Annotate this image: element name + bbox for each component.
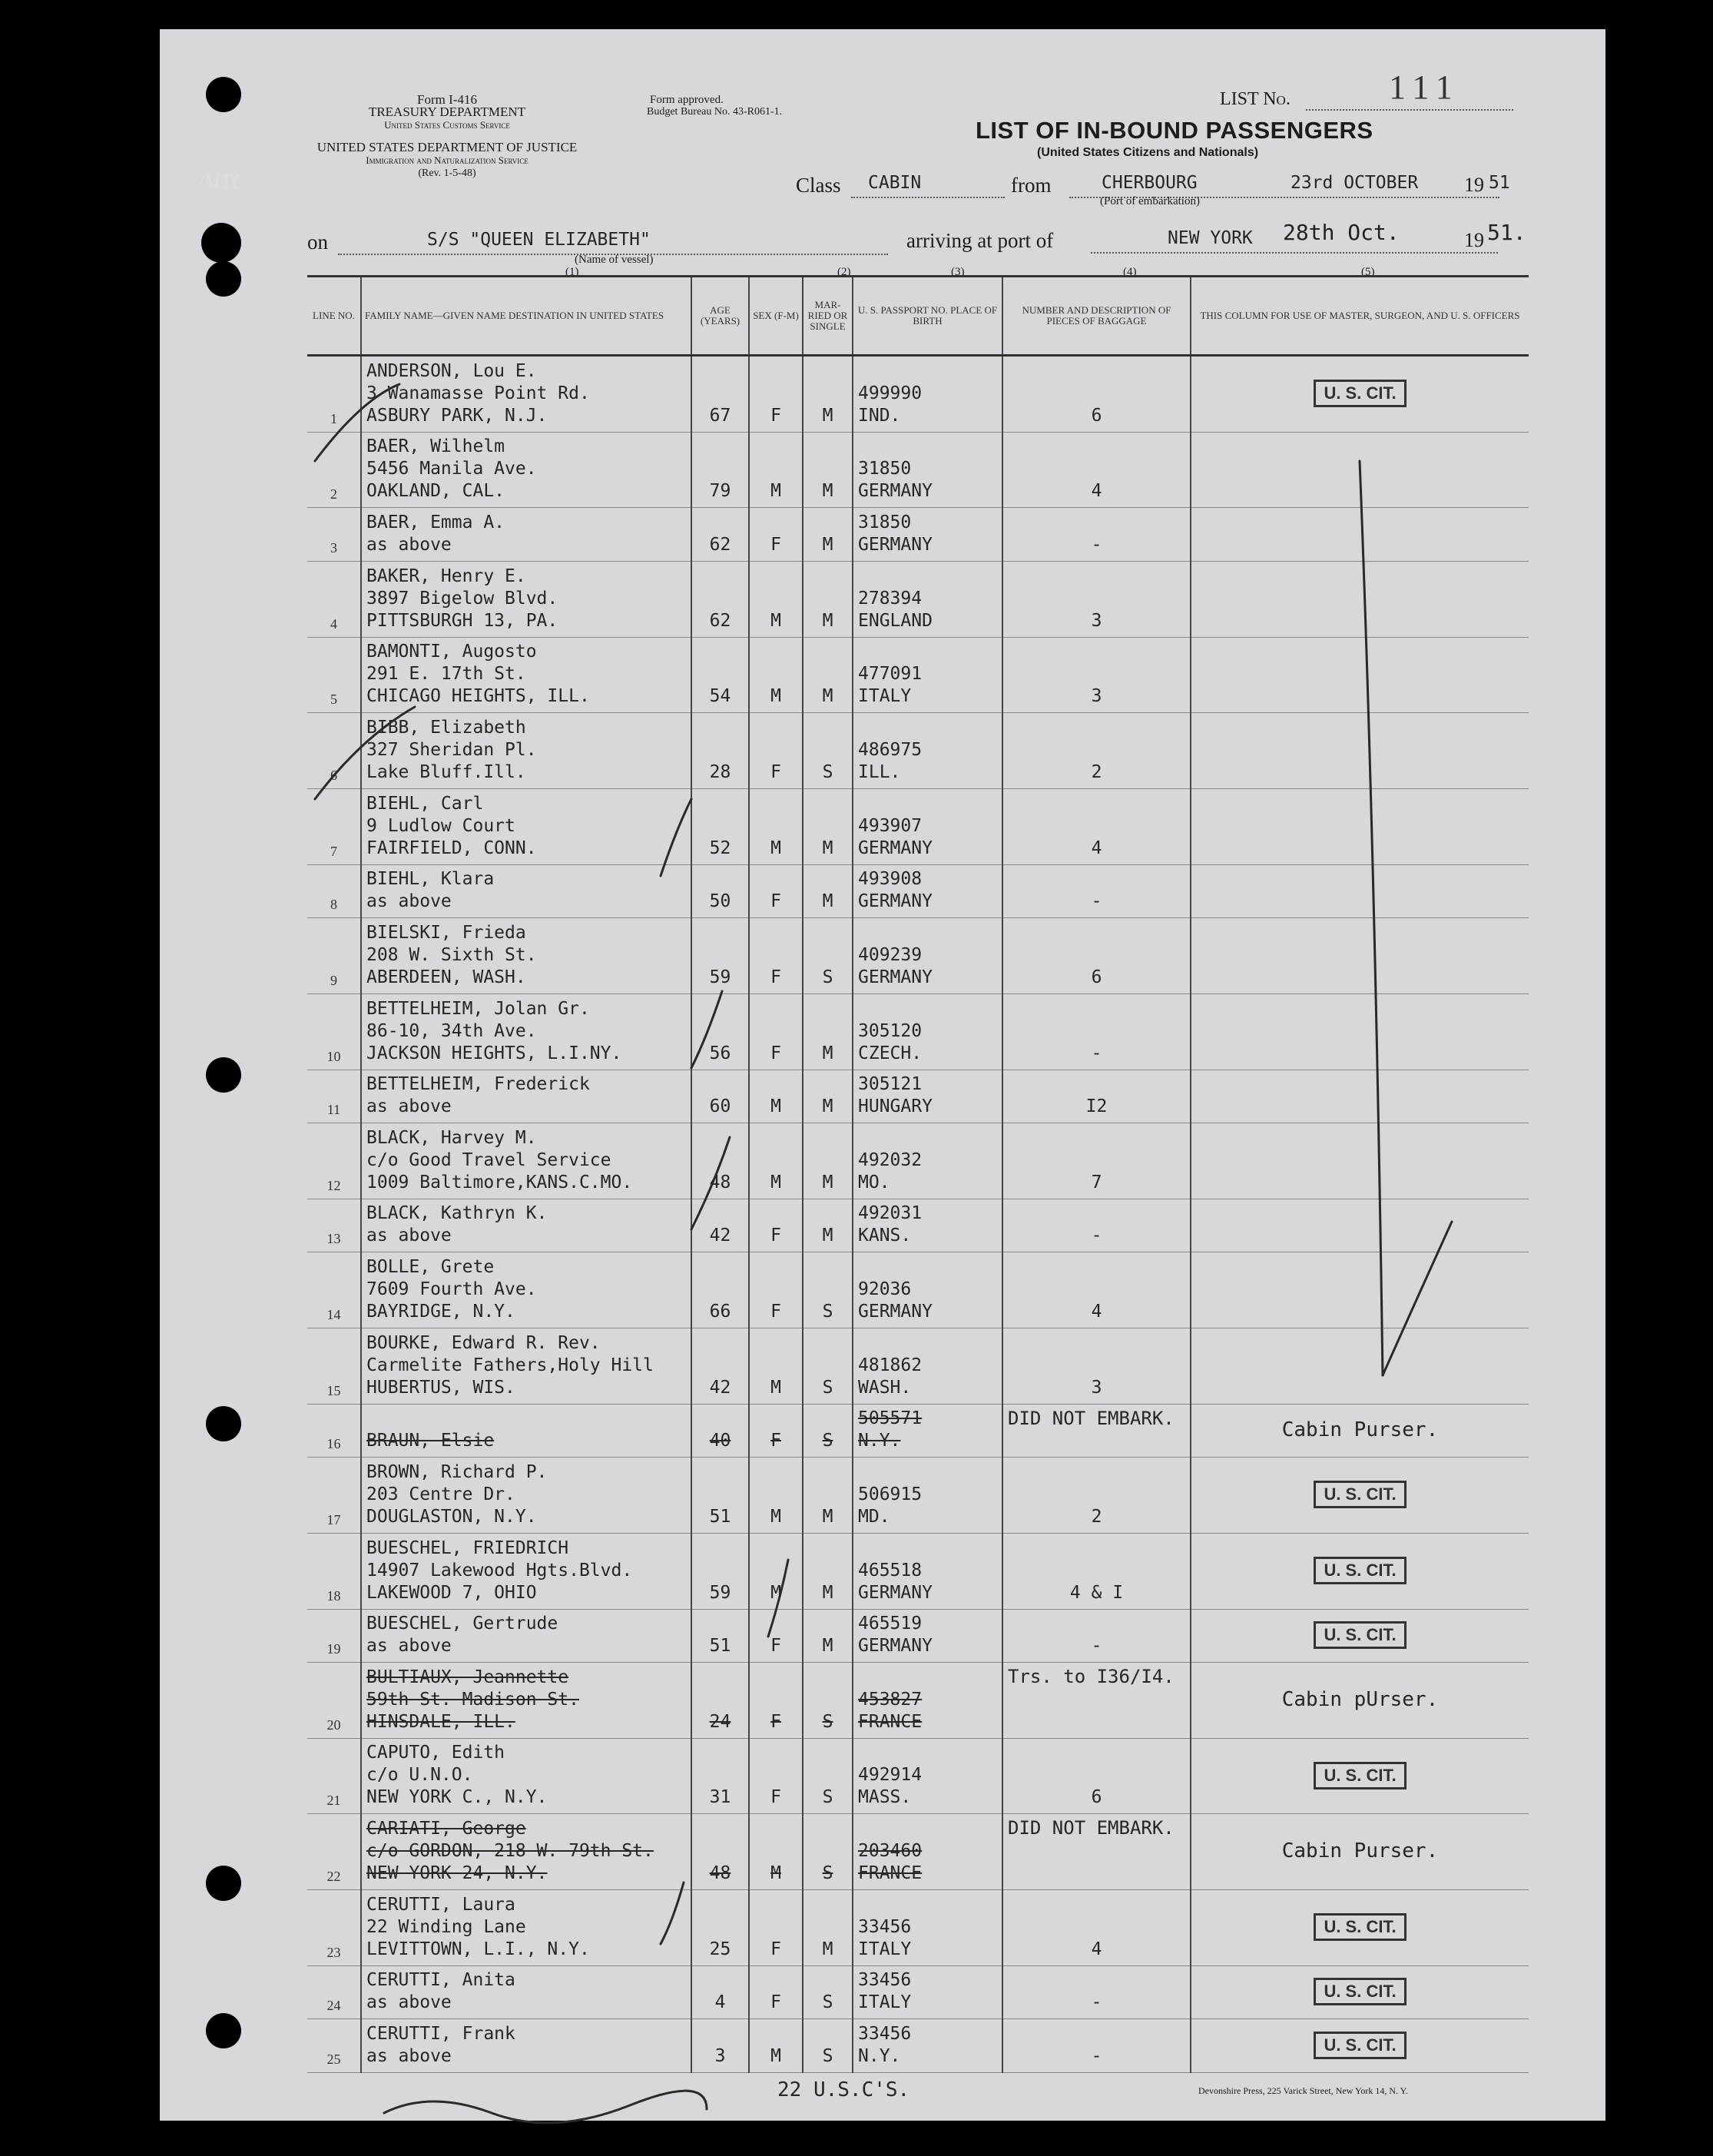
passenger-age: 79	[691, 432, 749, 508]
passport-number: 278394	[858, 588, 923, 609]
passport-number: 409239	[858, 944, 923, 965]
passport-number: 505571	[858, 1408, 923, 1429]
passenger-marital-status: S	[803, 1738, 853, 1814]
line-number: 12	[307, 1123, 361, 1199]
passport-number: 305120	[858, 1020, 923, 1041]
citizen-stamp: U. S. CIT.	[1314, 1913, 1406, 1941]
check-mark	[691, 991, 722, 1068]
column-header-sex: SEX (F-M)	[749, 277, 803, 356]
port-embarkation-caption: (Port of embarkation)	[1100, 195, 1200, 207]
check-mark	[691, 1137, 730, 1229]
passenger-sex: F	[749, 864, 803, 917]
passenger-age: 50	[691, 864, 749, 917]
baggage-count: 4	[1002, 1252, 1191, 1328]
citizen-stamp: U. S. CIT.	[1314, 1481, 1406, 1508]
passenger-age: 51	[691, 1609, 749, 1662]
passenger-marital-status: S	[803, 1814, 853, 1890]
passenger-age: 62	[691, 508, 749, 561]
embarkation-date: 23rd OCTOBER	[1291, 173, 1419, 193]
passenger-sex: M	[749, 1814, 803, 1890]
passenger-sex: F	[749, 1404, 803, 1457]
passenger-sex: M	[749, 2019, 803, 2073]
place-of-birth: ITALY	[858, 686, 912, 707]
place-of-birth: GERMANY	[858, 481, 933, 502]
column-header-officers: THIS COLUMN FOR USE OF MASTER, SURGEON, AND U. S. OFFICERS	[1191, 277, 1529, 356]
department-of-justice: UNITED STATES DEPARTMENT OF JUSTICE	[316, 140, 578, 154]
line-number: 22	[307, 1814, 361, 1890]
revision-date: (Rev. 1-5-48)	[418, 168, 476, 179]
purser-note: Cabin Purser.	[1281, 1418, 1439, 1441]
passport-number: 33456	[858, 1916, 912, 1937]
passenger-age: 51	[691, 1458, 749, 1534]
passport-number: 477091	[858, 664, 923, 685]
purser-note: Cabin pUrser.	[1281, 1687, 1439, 1711]
customs-service: United States Customs Service	[384, 119, 510, 131]
baggage-count: 6	[1002, 1738, 1191, 1814]
passenger-marital-status: M	[803, 993, 853, 1070]
passenger-sex: F	[749, 918, 803, 994]
passenger-name-address: BLACK, Harvey M. c/o Good Travel Service 1009 Baltimore,KANS.C.MO.	[361, 1123, 691, 1199]
check-mark	[768, 1560, 788, 1637]
line-number: 7	[307, 789, 361, 865]
place-of-birth: GERMANY	[858, 534, 933, 555]
embarkation-year-prefix: 19	[1464, 174, 1484, 196]
passenger-marital-status: S	[803, 1663, 853, 1739]
margin-note: /MTC	[198, 171, 245, 193]
passport-number: 493908	[858, 869, 923, 890]
passenger-marital-status: M	[803, 561, 853, 637]
passenger-name-address: BIEHL, Klara as above	[361, 864, 691, 917]
passenger-age: 62	[691, 561, 749, 637]
column-header-passport: U. S. PASSPORT NO. PLACE OF BIRTH	[853, 277, 1002, 356]
line-number: 14	[307, 1252, 361, 1328]
passenger-name-address: BAKER, Henry E. 3897 Bigelow Blvd. PITTSBURGH 13, PA.	[361, 561, 691, 637]
passenger-age: 59	[691, 918, 749, 994]
baggage-count: DID NOT EMBARK.	[1002, 1814, 1191, 1890]
passenger-marital-status: M	[803, 1533, 853, 1609]
place-of-birth: GERMANY	[858, 967, 933, 987]
check-mark	[315, 707, 415, 799]
arrival-year-prefix: 19	[1464, 229, 1484, 251]
passenger-name-address: BIEHL, Carl 9 Ludlow Court FAIRFIELD, CONN.	[361, 789, 691, 865]
passenger-marital-status: M	[803, 864, 853, 917]
passenger-marital-status: M	[803, 1609, 853, 1662]
passenger-age: 28	[691, 713, 749, 789]
passenger-name-address: BUESCHEL, FRIEDRICH 14907 Lakewood Hgts.Blvd. LAKEWOOD 7, OHIO	[361, 1533, 691, 1609]
passenger-name-address: BAER, Emma A. as above	[361, 508, 691, 561]
baggage-count: 4	[1002, 789, 1191, 865]
baggage-count: 3	[1002, 561, 1191, 637]
place-of-birth: KANS.	[858, 1226, 912, 1246]
passenger-sex: F	[749, 993, 803, 1070]
treasury-department: TREASURY DEPARTMENT	[368, 104, 526, 119]
baggage-count: 3	[1002, 1328, 1191, 1404]
line-number: 23	[307, 1890, 361, 1966]
passenger-sex: F	[749, 1663, 803, 1739]
passport-number: 33456	[858, 2024, 912, 2044]
line-number: 6	[307, 713, 361, 789]
place-of-birth: ENGLAND	[858, 610, 933, 631]
passport-number: 465519	[858, 1614, 923, 1634]
passenger-name-address: BIBB, Elizabeth 327 Sheridan Pl. Lake Bluff.Ill.	[361, 713, 691, 789]
passport-number: 492031	[858, 1203, 923, 1224]
passport-number: 492914	[858, 1765, 923, 1786]
passenger-name-address: BOLLE, Grete 7609 Fourth Ave. BAYRIDGE, N.Y.	[361, 1252, 691, 1328]
passenger-name-address: BLACK, Kathryn K. as above	[361, 1199, 691, 1252]
line-number: 4	[307, 561, 361, 637]
passport-number: 31850	[858, 459, 912, 479]
passport-number: 492032	[858, 1149, 923, 1170]
baggage-count: 4	[1002, 432, 1191, 508]
passenger-name-address: BAMONTI, Augosto 291 E. 17th St. CHICAGO HEIGHTS, ILL.	[361, 637, 691, 713]
baggage-count: DID NOT EMBARK.	[1002, 1404, 1191, 1457]
passenger-name-address: CERUTTI, Anita as above	[361, 1965, 691, 2018]
passenger-name-address: BROWN, Richard P. 203 Centre Dr. DOUGLASTON, N.Y.	[361, 1458, 691, 1534]
column-number-5: (5)	[1361, 266, 1375, 278]
passenger-age: 52	[691, 789, 749, 865]
place-of-birth: ITALY	[858, 1992, 912, 2013]
place-of-birth: MASS.	[858, 1787, 912, 1808]
vessel-caption: (Name of vessel)	[575, 254, 654, 266]
passport-number: 506915	[858, 1484, 923, 1504]
passenger-marital-status: S	[803, 1328, 853, 1404]
arriving-label: arriving at port of	[906, 229, 1054, 252]
embarkation-year: 51	[1489, 173, 1510, 193]
citizen-stamp: U. S. CIT.	[1314, 1621, 1406, 1649]
baggage-count: I2	[1002, 1070, 1191, 1123]
passenger-marital-status: M	[803, 356, 853, 433]
passenger-name-address: BUESCHEL, Gertrude as above	[361, 1609, 691, 1662]
line-number: 3	[307, 508, 361, 561]
passenger-name-address: BIELSKI, Frieda 208 W. Sixth St. ABERDEEN, WASH.	[361, 918, 691, 994]
baggage-count: -	[1002, 864, 1191, 917]
passenger-sex: F	[749, 1738, 803, 1814]
passenger-age: 24	[691, 1663, 749, 1739]
line-number: 2	[307, 432, 361, 508]
passenger-age: 40	[691, 1404, 749, 1457]
passenger-marital-status: M	[803, 1070, 853, 1123]
form-number: Form I-416	[417, 92, 477, 107]
document-subtitle: (United States Citizens and Nationals)	[1037, 146, 1259, 159]
passenger-sex: M	[749, 1328, 803, 1404]
port-of-embarkation: CHERBOURG	[1102, 173, 1198, 193]
vessel-name: S/S "QUEEN ELIZABETH"	[427, 230, 651, 250]
arrival-port: NEW YORK	[1168, 228, 1253, 248]
signature	[384, 2091, 707, 2123]
passenger-age: 67	[691, 356, 749, 433]
line-number: 1	[307, 356, 361, 433]
column-number-1: (1)	[565, 266, 579, 278]
place-of-birth: GERMANY	[858, 891, 933, 912]
passenger-age: 3	[691, 2019, 749, 2073]
line-number: 10	[307, 993, 361, 1070]
baggage-count: 7	[1002, 1123, 1191, 1199]
baggage-count: 4 & I	[1002, 1533, 1191, 1609]
passenger-marital-status: S	[803, 1965, 853, 2018]
place-of-birth: ILL.	[858, 762, 901, 782]
passenger-sex: M	[749, 1533, 803, 1609]
baggage-count: Trs. to I36/I4.	[1002, 1663, 1191, 1739]
passenger-sex: M	[749, 637, 803, 713]
line-number: 21	[307, 1738, 361, 1814]
document-title: LIST OF IN-BOUND PASSENGERS	[976, 117, 1373, 144]
line-number: 5	[307, 637, 361, 713]
passenger-name-address: BULTIAUX, Jeannette 59th St. Madison St. HINSDALE, ILL.	[361, 1663, 691, 1739]
passenger-age: 48	[691, 1814, 749, 1890]
passenger-sex: F	[749, 1252, 803, 1328]
arrival-year: 51.	[1487, 220, 1526, 245]
baggage-count: -	[1002, 2019, 1191, 2073]
passport-number: 493907	[858, 815, 923, 836]
line-number: 15	[307, 1328, 361, 1404]
arrival-date: 28th Oct.	[1283, 220, 1400, 245]
baggage-count: 2	[1002, 713, 1191, 789]
line-number: 18	[307, 1533, 361, 1609]
passenger-sex: M	[749, 789, 803, 865]
passenger-marital-status: M	[803, 637, 853, 713]
tally-line	[1383, 1222, 1452, 1375]
passenger-sex: M	[749, 1123, 803, 1199]
passenger-sex: M	[749, 1458, 803, 1534]
passenger-marital-status: M	[803, 789, 853, 865]
passenger-sex: M	[749, 432, 803, 508]
place-of-birth: WASH.	[858, 1377, 912, 1398]
passport-number: 453827	[858, 1689, 923, 1710]
passenger-age: 42	[691, 1199, 749, 1252]
place-of-birth: FRANCE	[858, 1711, 923, 1732]
passenger-sex: F	[749, 356, 803, 433]
column-header-line: LINE NO.	[307, 277, 361, 356]
baggage-count: -	[1002, 993, 1191, 1070]
column-number-4: (4)	[1123, 266, 1137, 278]
line-number: 19	[307, 1609, 361, 1662]
baggage-count: -	[1002, 508, 1191, 561]
passenger-sex: M	[749, 561, 803, 637]
place-of-birth: ITALY	[858, 1939, 912, 1959]
passenger-age: 66	[691, 1252, 749, 1328]
passport-number: 481862	[858, 1355, 923, 1375]
passenger-age: 31	[691, 1738, 749, 1814]
line-number: 17	[307, 1458, 361, 1534]
passenger-marital-status: M	[803, 1890, 853, 1966]
passport-number: 92036	[858, 1279, 912, 1299]
column-header-married: MAR-RIED OR SINGLE	[803, 277, 853, 356]
line-number: 25	[307, 2019, 361, 2073]
list-number-label: LIST No.	[1220, 89, 1291, 109]
place-of-birth: GERMANY	[858, 838, 933, 858]
passenger-marital-status: S	[803, 1252, 853, 1328]
place-of-birth: CZECH.	[858, 1043, 923, 1063]
immigration-service: Immigration and Naturalization Service	[366, 154, 528, 166]
passenger-marital-status: S	[803, 1404, 853, 1457]
passport-number: 31850	[858, 512, 912, 532]
passenger-name-address: BOURKE, Edward R. Rev. Carmelite Fathers,Holy Hill HUBERTUS, WIS.	[361, 1328, 691, 1404]
form-approved: Form approved.	[650, 94, 724, 106]
citizen-stamp: U. S. CIT.	[1314, 1762, 1406, 1789]
citizen-stamp: U. S. CIT.	[1314, 1978, 1406, 2005]
line-number: 16	[307, 1404, 361, 1457]
budget-bureau-number: Budget Bureau No. 43-R061-1.	[647, 106, 783, 118]
citizen-stamp: U. S. CIT.	[1314, 380, 1406, 407]
place-of-birth: N.Y.	[858, 2046, 901, 2066]
baggage-count: 6	[1002, 356, 1191, 433]
check-mark	[315, 384, 399, 461]
baggage-count: -	[1002, 1965, 1191, 2018]
passport-number: 465518	[858, 1560, 923, 1581]
column-number-2: (2)	[837, 266, 851, 278]
class-value: CABIN	[868, 173, 922, 193]
line-number: 11	[307, 1070, 361, 1123]
passenger-name-address: CARIATI, George c/o GORDON, 218 W. 79th St. NEW YORK 24, N.Y.	[361, 1814, 691, 1890]
passenger-marital-status: S	[803, 2019, 853, 2073]
baggage-count: -	[1002, 1199, 1191, 1252]
passenger-name-address: ANDERSON, Lou E. 3 Wanamasse Point Rd. ASBURY PARK, N.J.	[361, 356, 691, 433]
passenger-marital-status: M	[803, 432, 853, 508]
baggage-count: 3	[1002, 637, 1191, 713]
citizen-stamp: U. S. CIT.	[1314, 2032, 1406, 2059]
place-of-birth: HUNGARY	[858, 1096, 933, 1117]
list-number-value: 111	[1389, 68, 1460, 106]
passenger-age: 56	[691, 993, 749, 1070]
passenger-marital-status: M	[803, 1123, 853, 1199]
passenger-age: 42	[691, 1328, 749, 1404]
passenger-name-address: CERUTTI, Laura 22 Winding Lane LEVITTOWN, L.I., N.Y.	[361, 1890, 691, 1966]
passenger-age: 48	[691, 1123, 749, 1199]
citizen-stamp: U. S. CIT.	[1314, 1557, 1406, 1584]
passenger-marital-status: M	[803, 508, 853, 561]
passenger-marital-status: S	[803, 713, 853, 789]
place-of-birth: MO.	[858, 1172, 890, 1192]
line-number: 9	[307, 918, 361, 994]
passenger-name-address: CAPUTO, Edith c/o U.N.O. NEW YORK C., N.Y.	[361, 1738, 691, 1814]
passenger-marital-status: S	[803, 918, 853, 994]
passenger-age: 59	[691, 1533, 749, 1609]
passenger-sex: F	[749, 1609, 803, 1662]
passenger-sex: F	[749, 1890, 803, 1966]
passport-number: 305121	[858, 1074, 923, 1095]
purser-note: Cabin Purser.	[1281, 1839, 1439, 1863]
place-of-birth: N.Y.	[858, 1431, 901, 1451]
passport-number: 499990	[858, 383, 923, 403]
baggage-count: 6	[1002, 918, 1191, 994]
check-mark	[661, 1882, 684, 1944]
column-header-baggage: NUMBER AND DESCRIPTION OF PIECES OF BAGGAGE	[1002, 277, 1191, 356]
line-number: 24	[307, 1965, 361, 2018]
tally-line	[1360, 461, 1383, 1375]
from-label: from	[1011, 174, 1052, 197]
passenger-age: 60	[691, 1070, 749, 1123]
baggage-count: 4	[1002, 1890, 1191, 1966]
place-of-birth: MD.	[858, 1506, 890, 1527]
passenger-sex: F	[749, 508, 803, 561]
passenger-name-address: BAER, Wilhelm 5456 Manila Ave. OAKLAND, CAL.	[361, 432, 691, 508]
line-number: 13	[307, 1199, 361, 1252]
passenger-sex: F	[749, 1965, 803, 2018]
column-number-3: (3)	[951, 266, 965, 278]
place-of-birth: GERMANY	[858, 1636, 933, 1657]
passenger-sex: F	[749, 713, 803, 789]
passenger-name-address: BETTELHEIM, Frederick as above	[361, 1070, 691, 1123]
check-mark	[661, 799, 691, 876]
passenger-marital-status: M	[803, 1199, 853, 1252]
place-of-birth: IND.	[858, 405, 901, 426]
place-of-birth: FRANCE	[858, 1863, 923, 1884]
column-header-age: AGE (YEARS)	[691, 277, 749, 356]
baggage-count: -	[1002, 1609, 1191, 1662]
passenger-age: 54	[691, 637, 749, 713]
passenger-name-address: CERUTTI, Frank as above	[361, 2019, 691, 2073]
place-of-birth: GERMANY	[858, 1582, 933, 1603]
class-label: Class	[796, 174, 841, 197]
passenger-sex: F	[749, 1199, 803, 1252]
passport-number: 486975	[858, 740, 923, 760]
line-number: 8	[307, 864, 361, 917]
on-label: on	[307, 231, 328, 254]
footer-code: 22 U.S.C'S.	[777, 2078, 910, 2101]
passenger-name-address: BRAUN, Elsie	[361, 1404, 691, 1457]
printer-imprint: Devonshire Press, 225 Varick Street, New York 14, N. Y.	[1198, 2085, 1408, 2096]
passport-number: 33456	[858, 1970, 912, 1991]
place-of-birth: GERMANY	[858, 1301, 933, 1322]
passenger-name-address: BETTELHEIM, Jolan Gr. 86-10, 34th Ave. JACKSON HEIGHTS, L.I.NY.	[361, 993, 691, 1070]
passenger-marital-status: M	[803, 1458, 853, 1534]
baggage-count: 2	[1002, 1458, 1191, 1534]
column-header-name: FAMILY NAME—GIVEN NAME DESTINATION IN UNITED STATES	[361, 277, 691, 356]
passenger-age: 25	[691, 1890, 749, 1966]
line-number: 20	[307, 1663, 361, 1739]
passenger-age: 4	[691, 1965, 749, 2018]
passenger-sex: M	[749, 1070, 803, 1123]
passport-number: 203460	[858, 1841, 923, 1862]
